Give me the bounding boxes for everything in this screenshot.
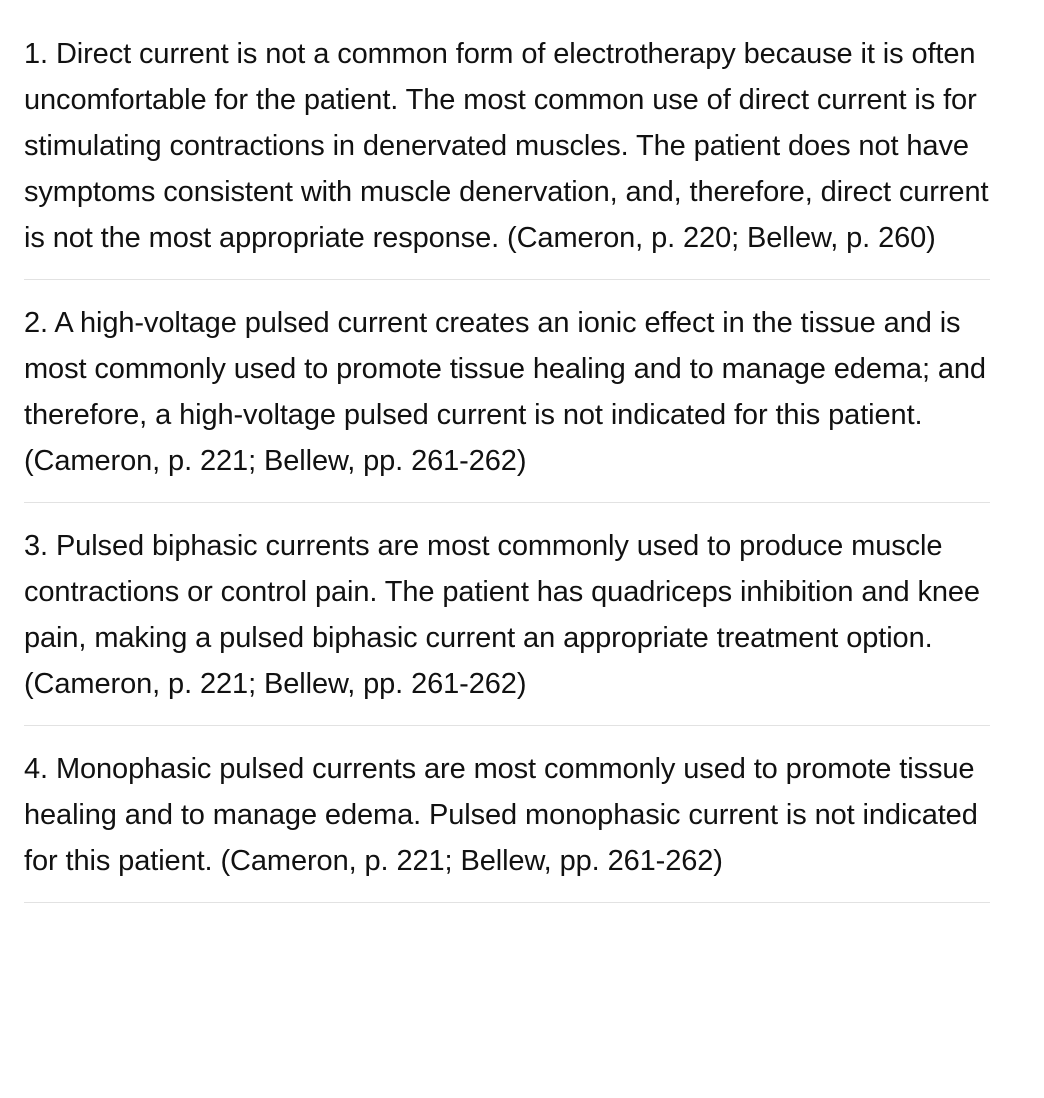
explanation-1: 1. Direct current is not a common form of electrotherapy because it is often uncomfortable for the patient. The most common use of direct current is for stimulating contractions in denervated muscles. The patient does not have symptoms consistent with muscle denervation, and, therefore, direct current is not the most appropriate response. (Cameron, p. 220; Bellew, p. 260) xyxy=(24,31,990,280)
explanation-3: 3. Pulsed biphasic currents are most commonly used to produce muscle contractions or control pain. The patient has quadriceps inhibition and knee pain, making a pulsed biphasic current an appropriate treatment option. (Cameron, p. 221; Bellew, pp. 261-262) xyxy=(24,523,990,726)
explanation-4: 4. Monophasic pulsed currents are most commonly used to promote tissue healing and to manage edema. Pulsed monophasic current is not indicated for this patient. (Cameron, p. 221; Bellew, pp. 261-262) xyxy=(24,746,990,903)
explanation-2: 2. A high-voltage pulsed current creates an ionic effect in the tissue and is most commonly used to promote tissue healing and to manage edema; and therefore, a high-voltage pulsed current is not indicated for this patient. (Cameron, p. 221; Bellew, pp. 261-262) xyxy=(24,300,990,503)
answer-explanations-list xyxy=(24,31,990,903)
